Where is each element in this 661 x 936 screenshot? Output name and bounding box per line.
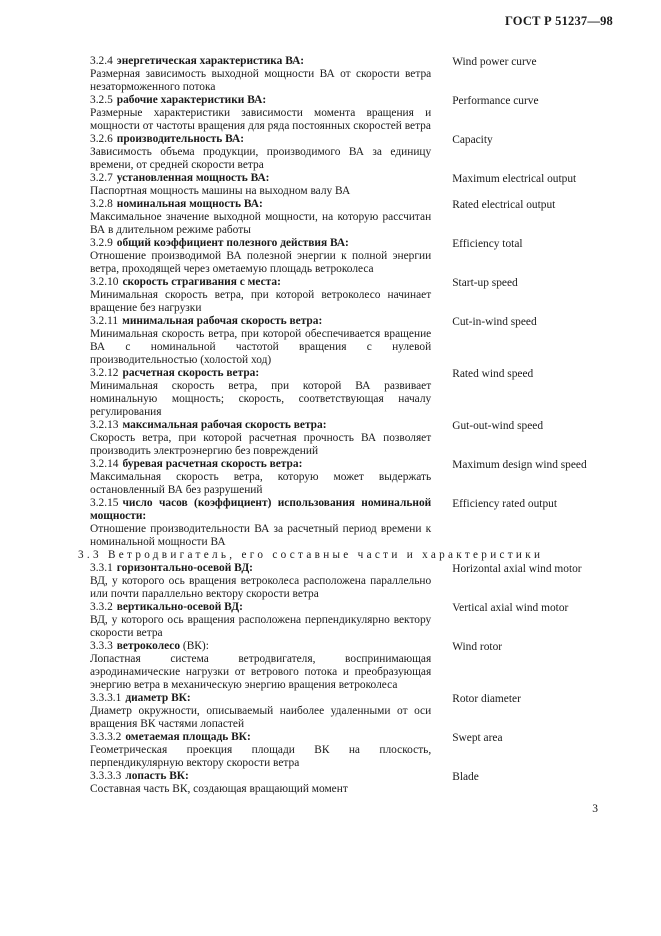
english-equivalent: Rated electrical output [452, 199, 556, 211]
term-definition: ВД, у которого ось вращения ветроколеса расположена параллельно или почти параллельно вектору скорости ветра [90, 575, 432, 600]
term-number: 3.3.3.3 [90, 770, 122, 782]
term-suffix: (ВК): [180, 640, 209, 652]
term-heading [90, 458, 431, 471]
term-heading [90, 731, 431, 744]
term-name: максимальная рабочая скорость ветра: [122, 419, 327, 431]
english-equivalent: Maximum electrical output [452, 173, 577, 185]
term-name: вертикально-осевой ВД: [116, 601, 243, 613]
term-entry [90, 172, 610, 198]
term-number: 3.2.14 [90, 458, 119, 470]
term-definition-block [90, 94, 431, 133]
term-definition-block [90, 640, 431, 692]
term-heading [90, 419, 431, 432]
term-definition-block [90, 419, 431, 458]
page-number: 3 [592, 803, 598, 815]
term-name: число часов (коэффициент) использования номинальной мощности: [90, 497, 432, 522]
term-heading [90, 94, 431, 107]
term-definition: Диаметр окружности, описываемый наиболее удаленными от оси вращения ВК частями лопастей [90, 705, 432, 730]
term-definition-block [90, 601, 431, 640]
term-heading [90, 562, 431, 575]
term-number: 3.2.5 [90, 94, 113, 106]
term-name: скорость страгивания с места: [122, 276, 281, 288]
term-definition-block [90, 172, 431, 198]
term-number: 3.3.2 [90, 601, 113, 613]
term-name: лопасть ВК: [125, 770, 189, 782]
term-definition: Составная часть ВК, создающая вращающий момент [90, 783, 348, 795]
term-definition: ВД, у которого ось вращения расположена перпендикулярно вектору скорости ветра [90, 614, 432, 639]
term-heading [90, 133, 431, 146]
term-definition-block [90, 133, 431, 172]
term-number: 3.2.9 [90, 237, 113, 249]
english-equivalent: Efficiency rated output [452, 498, 558, 510]
english-equivalent: Swept area [452, 732, 503, 744]
term-entry [90, 731, 610, 770]
term-name: расчетная скорость ветра: [122, 367, 260, 379]
terms-list [78, 55, 610, 796]
term-entry [90, 55, 610, 94]
term-number: 3.2.13 [90, 419, 119, 431]
term-definition-block [90, 315, 431, 367]
term-name: производительность ВА: [116, 133, 245, 145]
standard-header: ГОСТ Р 51237—98 [504, 14, 613, 28]
english-equivalent: Start-up speed [452, 277, 518, 289]
term-definition: Скорость ветра, при которой расчетная прочность ВА позволяет производить электроэнергию без повреждений [90, 432, 432, 457]
term-name: общий коэффициент полезного действия ВА: [116, 237, 349, 249]
term-entry [90, 419, 610, 458]
term-name: энергетическая характеристика ВА: [116, 55, 305, 67]
term-definition-block [90, 770, 431, 796]
term-number: 3.2.12 [90, 367, 119, 379]
term-definition-block [90, 367, 431, 419]
term-entry [90, 315, 610, 367]
term-heading [90, 315, 431, 328]
term-heading [90, 640, 431, 653]
term-definition: Зависимость объема продукции, производимого ВА за единицу времени, от средней скорости ветра [90, 146, 432, 171]
term-definition-block [90, 198, 431, 237]
english-equivalent: Horizontal axial wind motor [452, 563, 582, 575]
term-number: 3.3.1 [90, 562, 113, 574]
english-equivalent: Performance curve [452, 95, 539, 107]
term-definition-block [90, 731, 431, 770]
term-heading [90, 55, 431, 68]
english-equivalent: Wind rotor [452, 641, 503, 653]
term-entry [90, 198, 610, 237]
term-heading [90, 172, 431, 185]
term-name: ветроколесо [116, 640, 181, 652]
english-equivalent: Rated wind speed [452, 368, 534, 380]
term-number: 3.3.3.1 [90, 692, 122, 704]
term-entry [90, 692, 610, 731]
english-equivalent: Vertical axial wind motor [452, 602, 569, 614]
term-entry [90, 367, 610, 419]
english-equivalent: Cut-in-wind speed [452, 316, 537, 328]
term-number: 3.2.8 [90, 198, 113, 210]
term-entry [90, 458, 610, 497]
term-name: буревая расчетная скорость ветра: [122, 458, 303, 470]
english-equivalent: Blade [452, 771, 479, 783]
term-name: диаметр ВК: [125, 692, 191, 704]
term-name: минимальная рабочая скорость ветра: [122, 315, 323, 327]
term-definition: Паспортная мощность машины на выходном валу ВА [90, 185, 351, 197]
term-definition: Размерные характеристики зависимости момента вращения и мощности от частоты вращения для ряда постоянных скоростей ветра [90, 107, 432, 132]
term-definition: Размерная зависимость выходной мощности ВА от скорости ветра незаторможенного потока [90, 68, 432, 93]
english-equivalent: Gut-out-wind speed [452, 420, 544, 432]
term-number: 3.2.15 [90, 497, 119, 509]
term-entry [90, 94, 610, 133]
english-equivalent: Maximum design wind speed [452, 459, 587, 471]
term-definition: Лопастная система ветродвигателя, воспринимающая аэродинамические нагрузки от ветрового потока и преобразующая энергию ветра в механическую энергию вращения ветроколеса [90, 653, 432, 691]
term-heading [90, 601, 431, 614]
term-entry [90, 770, 610, 796]
term-definition-block [90, 692, 431, 731]
term-definition: Минимальная скорость ветра, при которой ветроколесо начинает вращение без нагрузки [90, 289, 432, 314]
term-heading [90, 367, 431, 380]
term-number: 3.2.7 [90, 172, 113, 184]
english-equivalent: Efficiency total [452, 238, 523, 250]
term-heading [90, 276, 431, 289]
term-heading [90, 692, 431, 705]
term-definition-block [90, 458, 431, 497]
term-number: 3.2.4 [90, 55, 113, 67]
term-heading [90, 497, 431, 523]
term-name: горизонтально-осевой ВД: [116, 562, 253, 574]
term-definition-block [90, 276, 431, 315]
term-definition: Минимальная скорость ветра, при которой обеспечивается вращение ВА с номинальной частотой вращения с нулевой производительностью (холостой ход) [90, 328, 432, 366]
term-definition: Отношение производительности ВА за расчетный период времени к номинальной мощности ВА [90, 523, 432, 548]
term-number: 3.2.10 [90, 276, 119, 288]
term-entry [90, 133, 610, 172]
term-definition-block [90, 55, 431, 94]
term-name: ометаемая площадь ВК: [125, 731, 251, 743]
english-equivalent: Wind power curve [452, 56, 537, 68]
term-number: 3.2.11 [90, 315, 119, 327]
term-definition: Максимальная скорость ветра, которую может выдержать остановленный ВА без разрушений [90, 471, 432, 496]
term-definition: Минимальная скорость ветра, при которой ВА развивает номинальную мощность; скорость, соответствующая началу регулирования [90, 380, 432, 418]
english-equivalent: Rotor diameter [452, 693, 521, 705]
english-equivalent: Capacity [452, 134, 493, 146]
term-entry [90, 640, 610, 692]
section-title: 3.3 Ветродвигатель, его составные части и характеристики [78, 549, 544, 561]
term-definition: Максимальное значение выходной мощности, на которую рассчитан ВА в длительном режиме работы [90, 211, 432, 236]
term-definition-block [90, 237, 431, 276]
term-number: 3.3.3 [90, 640, 113, 652]
term-name: рабочие характеристики ВА: [116, 94, 267, 106]
term-heading [90, 198, 431, 211]
term-heading [90, 770, 431, 783]
term-entry [90, 237, 610, 276]
term-name: установленная мощность ВА: [116, 172, 270, 184]
term-number: 3.2.6 [90, 133, 113, 145]
term-definition-block [90, 562, 431, 601]
term-name: номинальная мощность ВА: [116, 198, 263, 210]
term-definition-block [90, 497, 431, 549]
term-definition: Отношение производимой ВА полезной энергии к полной энергии ветра, проходящей через ометаемую площадь ветроколеса [90, 250, 432, 275]
term-number: 3.3.3.2 [90, 731, 122, 743]
term-heading [90, 237, 431, 250]
term-entry [90, 276, 610, 315]
term-entry [90, 497, 610, 549]
term-entry [90, 601, 610, 640]
term-definition: Геометрическая проекция площади ВК на плоскость, перпендикулярную вектору скорости ветра [90, 744, 432, 769]
term-entry [90, 562, 610, 601]
